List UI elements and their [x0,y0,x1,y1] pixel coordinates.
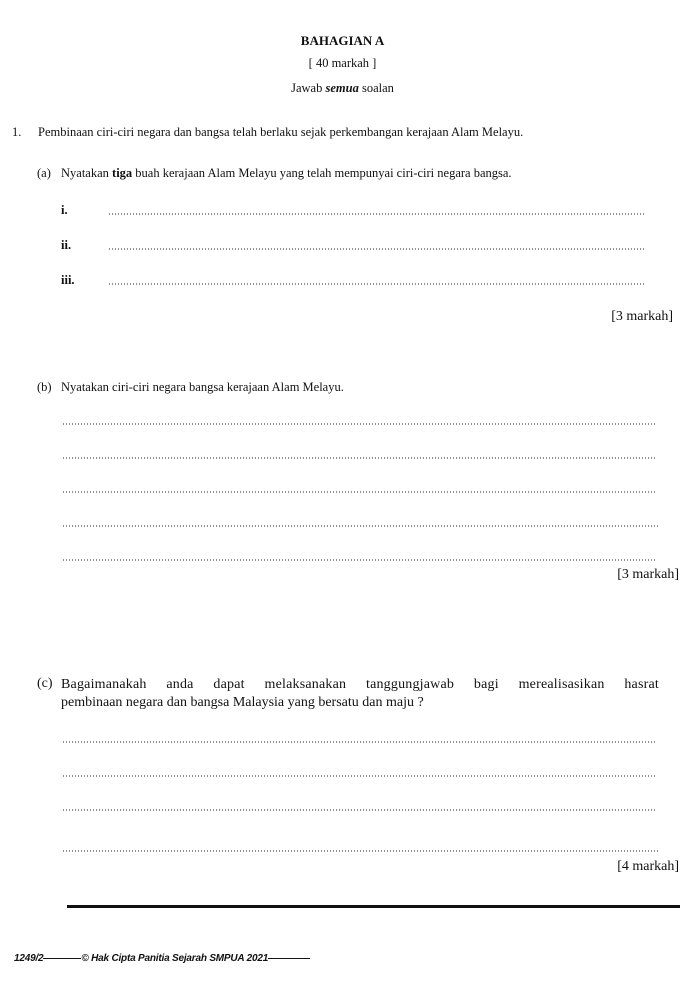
question-stem: Pembinaan ciri-ciri negara dan bangsa telah berlaku sejak perkembangan kerajaan Alam Melayu. [38,125,524,139]
part-a-text-bold: tiga [112,166,133,180]
paper-code: 1249/2 [14,953,44,964]
part-b-marks: [3 markah] [617,567,679,582]
answer-line-a2[interactable] [108,248,645,250]
answer-line-c1[interactable] [62,741,656,743]
part-b-question: Nyatakan ciri-ciri negara bangsa kerajaan Alam Melayu. [61,380,344,394]
instruction-prefix: Jawab [291,81,326,95]
copyright-text: © Hak Cipta Panitia Sejarah SMPUA 2021 [81,953,269,964]
page-divider [67,905,680,908]
answer-line-c3[interactable] [62,809,656,811]
answer-line-c4[interactable] [62,850,659,852]
part-a-question [61,166,512,181]
answer-line-b5[interactable] [62,559,656,561]
section-marks: [ 40 markah ] [308,56,377,70]
part-c-marks: [4 markah] [617,859,679,874]
part-a-text-before: Nyatakan [61,166,113,180]
section-instruction [0,81,685,96]
answer-line-a3[interactable] [108,283,645,285]
answer-line-c2[interactable] [62,775,656,777]
question-number: 1. [12,125,22,139]
part-c-question-line2: pembinaan negara dan bangsa Malaysia yang bersatu dan maju ? [61,695,424,710]
instruction-suffix: soalan [358,81,394,95]
part-b-label: (b) [37,380,52,394]
part-a-item-i: i. [61,203,68,217]
part-c-question-line1: Bagaimanakah anda dapat melaksanakan tanggungjawab bagi merealisasikan hasrat [61,677,659,692]
answer-line-b4[interactable] [62,525,659,527]
answer-line-b1[interactable] [62,423,656,425]
answer-line-b3[interactable] [62,491,656,493]
part-a-item-iii: iii. [61,273,75,287]
page-footer [14,953,310,964]
part-a-text-after: buah kerajaan Alam Melayu yang telah mempunyai ciri-ciri negara bangsa. [132,166,512,180]
answer-line-b2[interactable] [62,457,656,459]
part-a-marks: [3 markah] [611,309,673,324]
instruction-emphasis: semua [325,81,359,95]
footer-line-left [43,958,81,959]
part-a-item-ii: ii. [61,238,72,252]
part-a-label: (a) [37,166,51,180]
section-title: BAHAGIAN A [300,33,385,48]
footer-line-right [268,958,310,959]
part-c-label: (c) [37,676,53,691]
answer-line-a1[interactable] [108,213,645,215]
